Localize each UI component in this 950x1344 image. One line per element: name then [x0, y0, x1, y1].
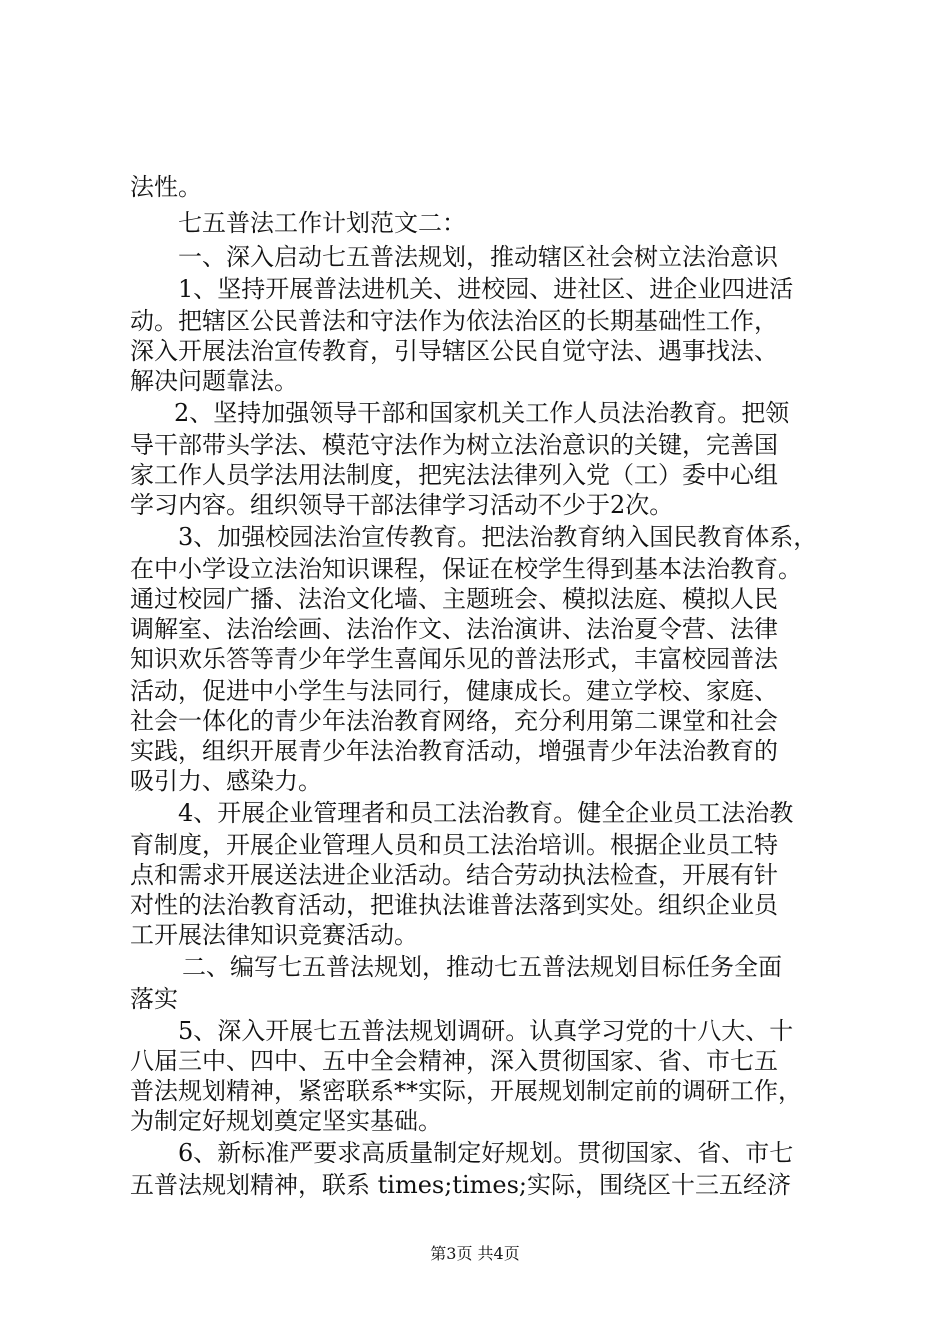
text-line: 育制度，开展企业管理人员和员工法治培训。根据企业员工特: [130, 831, 778, 859]
text-line: 6、新标准严要求高质量制定好规划。贯彻国家、省、市七: [178, 1139, 794, 1167]
text-line: 2、坚持加强领导干部和国家机关工作人员法治教育。把领: [174, 399, 790, 427]
text-line: 实践，组织开展青少年法治教育活动，增强青少年法治教育的: [130, 737, 778, 765]
text-line: 五普法规划精神，联系 times;times;实际，围绕区十三五经济: [130, 1171, 791, 1199]
text-line: 落实: [130, 985, 178, 1013]
text-line: 活动，促进中小学生与法同行，健康成长。建立学校、家庭、: [130, 677, 778, 705]
text-line: 深入开展法治宣传教育，引导辖区公民自觉守法、遇事找法、: [130, 337, 778, 365]
text-line: 社会一体化的青少年法治教育网络，充分利用第二课堂和社会: [130, 707, 778, 735]
text-line: 3、加强校园法治宣传教育。把法治教育纳入国民教育体系，: [178, 523, 818, 551]
text-line: 一、深入启动七五普法规划，推动辖区社会树立法治意识: [178, 243, 778, 271]
text-line: 导干部带头学法、模范守法作为树立法治意识的关键，完善国: [130, 431, 778, 459]
text-line: 在中小学设立法治知识课程，保证在校学生得到基本法治教育。: [130, 555, 802, 583]
text-line: 调解室、法治绘画、法治作文、法治演讲、法治夏令营、法律: [130, 615, 778, 643]
text-line: 普法规划精神，紧密联系**实际，开展规划制定前的调研工作，: [130, 1077, 802, 1105]
text-line: 5、深入开展七五普法规划调研。认真学习党的十八大、十: [178, 1017, 794, 1045]
text-line: 工开展法律知识竞赛活动。: [130, 921, 418, 949]
text-line: 1、坚持开展普法进机关、进校园、进社区、进企业四进活: [178, 275, 794, 303]
text-line: 4、开展企业管理者和员工法治教育。健全企业员工法治教: [178, 799, 794, 827]
text-line: 法性。: [130, 173, 202, 201]
text-line: 八届三中、四中、五中全会精神，深入贯彻国家、省、市七五: [130, 1047, 778, 1075]
text-line: 七五普法工作计划范文二：: [178, 209, 466, 237]
text-line: 家工作人员学法用法制度，把宪法法律列入党（工）委中心组: [130, 461, 778, 489]
text-line: 动。把辖区公民普法和守法作为依法治区的长期基础性工作，: [130, 307, 778, 335]
text-line: 对性的法治教育活动，把谁执法谁普法落到实处。组织企业员: [130, 891, 778, 919]
text-line: 学习内容。组织领导干部法律学习活动不少于2次。: [130, 491, 674, 519]
page-number-footer: 第3页 共4页: [430, 1244, 520, 1263]
text-line: 解决问题靠法。: [130, 367, 298, 395]
text-line: 为制定好规划奠定坚实基础。: [130, 1107, 442, 1135]
text-line: 二、编写七五普法规划，推动七五普法规划目标任务全面: [182, 953, 782, 981]
text-line: 吸引力、感染力。: [130, 767, 322, 795]
text-line: 点和需求开展送法进企业活动。结合劳动执法检查，开展有针: [130, 861, 778, 889]
text-line: 知识欢乐答等青少年学生喜闻乐见的普法形式，丰富校园普法: [130, 645, 778, 673]
text-line: 通过校园广播、法治文化墙、主题班会、模拟法庭、模拟人民: [130, 585, 778, 613]
